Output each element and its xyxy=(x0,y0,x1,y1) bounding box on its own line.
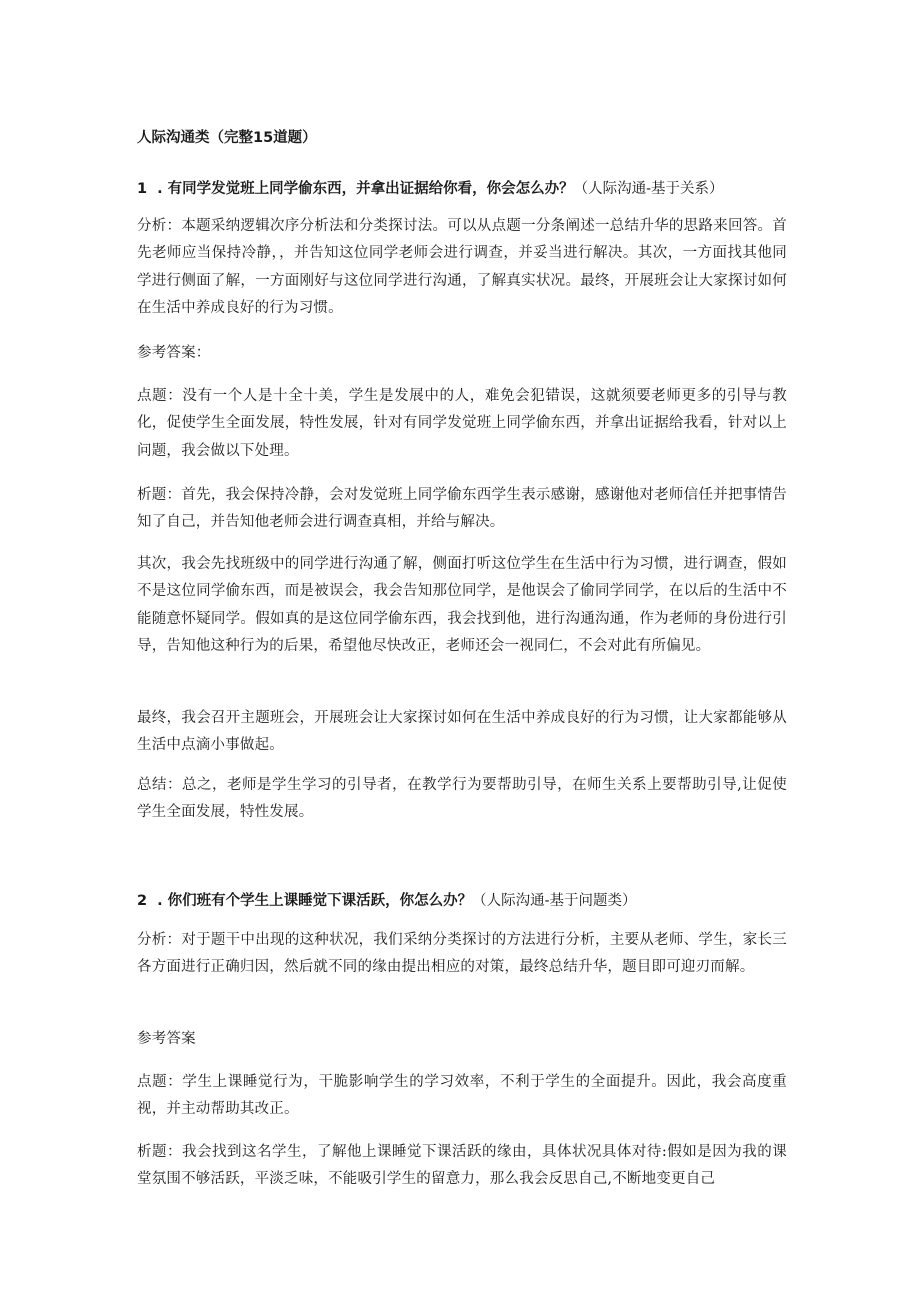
q2-answer-label: 参考答案 xyxy=(137,1031,196,1047)
question-tag: （人际沟通-基于问题类） xyxy=(472,893,637,909)
q1-analysis: 分析：本题采纳逻辑次序分析法和分类探讨法。可以从点题一分条阐述一总结升华的思路来回答。首先老师应当保持冷静，，并告知这位同学老师会进行调查，并妥当进行解决。其次，一方面找其他同学进行侧面了解，一方面刚好与这位同学进行沟通，了解真实状况。最终，开展班会让大家探讨如何在生活中养成良好的行为习惯。 xyxy=(137,218,787,316)
q1-summary: 总结：总之，老师是学生学习的引导者，在教学行为要帮助引导，在师生关系上要帮助引导,让促使学生全面发展，特性发展。 xyxy=(137,777,787,821)
question-number: 2 xyxy=(137,893,148,909)
q2-point: 点题：学生上课睡觉行为，干脆影响学生的学习效率，不利于学生的全面提升。因此，我会高度重视，并主动帮助其改正。 xyxy=(137,1074,787,1118)
q1-final: 最终，我会召开主题班会，开展班会让大家探讨如何在生活中养成良好的行为习惯，让大家都能够从生活中点滴小事做起。 xyxy=(137,710,787,754)
q1-analysis2: 析题：首先，我会保持冷静，会对发觉班上同学偷东西学生表示感谢，感谢他对老师信任并把事情告知了自己，并告知他老师会进行调查真相，并给与解决。 xyxy=(137,487,787,531)
question-2-heading xyxy=(137,891,637,911)
document-title: 人际沟通类（完整15道题） xyxy=(137,130,317,146)
q2-analysis: 分析：对于题干中出现的这种状况，我们采纳分类探讨的方法进行分析，主要从老师、学生，家长三各方面进行正确归因，然后就不同的缘由提出相应的对策，最终总结升华，题目即可迎刃而解。 xyxy=(137,932,787,976)
q1-second: 其次，我会先找班级中的同学进行沟通了解，侧面打听这位学生在生活中行为习惯，进行调查，假如不是这位同学偷东西，而是被误会，我会告知那位同学，是他误会了偷同学同学，在以后的生活中不能随意怀疑同学。假如真的是这位同学偷东西，我会找到他，进行沟通沟通，作为老师的身份进行引导，告知他这种行为的后果，希望他尽快改正，老师还会一视同仁，不会对此有所偏见。 xyxy=(137,556,787,654)
q1-point: 点题：没有一个人是十全十美，学生是发展中的人，难免会犯错误，这就须要老师更多的引导与教化，促使学生全面发展，特性发展，针对有同学发觉班上同学偷东西，并拿出证据给我看，针对以上问题，我会做以下处理。 xyxy=(137,388,787,459)
question-text: . 你们班有个学生上课睡觉下课活跃，你怎么办？ xyxy=(157,893,473,909)
q2-analysis2: 析题：我会找到这名学生，了解他上课睡觉下课活跃的缘由，具体状况具体对待:假如是因为我的课堂氛围不够活跃，平淡乏味，不能吸引学生的留意力，那么我会反思自己,不断地变更自己 xyxy=(137,1144,787,1188)
question-1-heading xyxy=(137,179,724,199)
question-text: . 有同学发觉班上同学偷东西，并拿出证据给你看，你会怎么办？ xyxy=(157,181,574,197)
question-tag: （人际沟通-基于关系） xyxy=(573,181,724,197)
q1-answer-label: 参考答案： xyxy=(137,345,211,361)
question-number: 1 xyxy=(137,181,148,197)
